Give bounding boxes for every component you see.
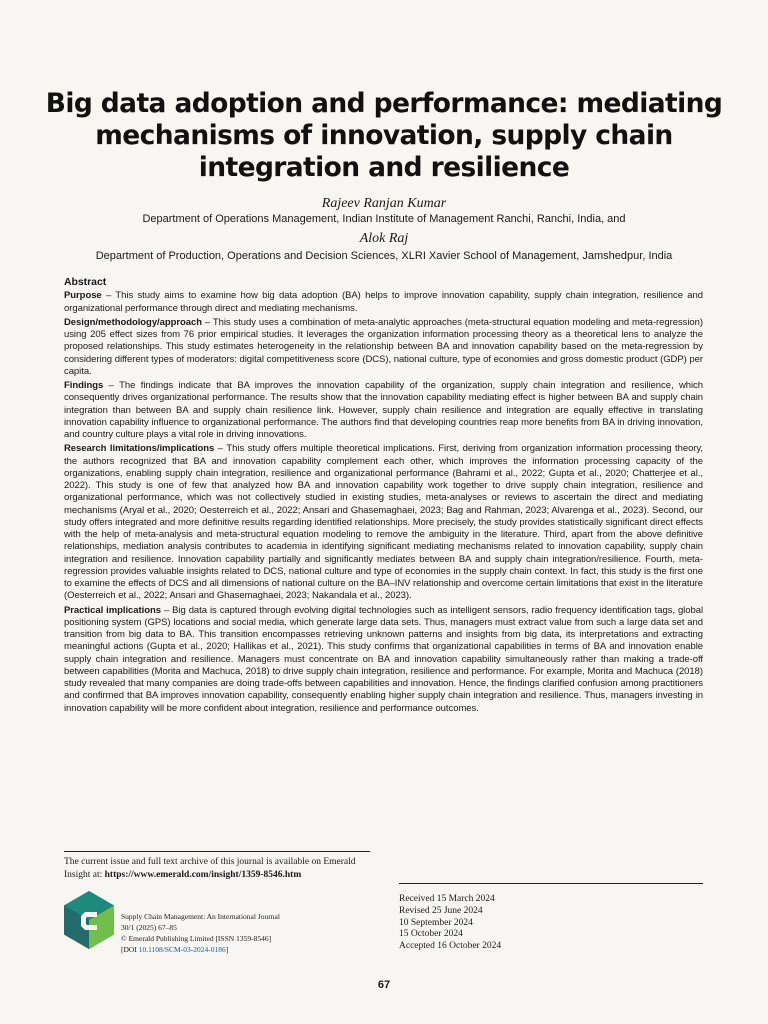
journal-url-link[interactable]: https://www.emerald.com/insight/1359-8546.htm [104, 870, 302, 880]
doi-link[interactable]: 10.1108/SCM-03-2024-0186 [138, 945, 226, 954]
doi-prefix: [DOI [121, 945, 139, 954]
archive-footnote [64, 856, 384, 882]
date-received: Received 15 March 2024 [399, 894, 495, 904]
journal-publisher: © Emerald Publishing Limited [ISSN 1359-8546] [121, 934, 272, 943]
research-label: Research limitations/implications [64, 443, 215, 455]
date-revised-1: Revised 25 June 2024 [399, 905, 483, 916]
practical-label: Practical implications [64, 604, 161, 616]
research-text: – This study offers multiple theoretical implications. First, deriving from organization information processing theory, the authors recognized that BA and innovation capability complement each other, which improves the information processing capacity of the organizations, enabling supply chain integration, resilience and organizational performance (Bahrami et al., 2022; Gupta et al., 2020; Chatterjee et al., 2022). This study is one of few that analyzed how BA and innovation capability work together to drive supply chain integration, resilience and organizational performance, which was not collectively studied in existing studies, meta-analyses or reviews to ascertain the direct and mediating mechanisms (Aryal et al., 2020; Oesterreich et al., 2022; Ansari and Ghasemaghaei, 2023; Bag and Rahman, 2023; Alvarenga et al., 2023). Second, our study offers integrated and more definitive results regarding identified relationships. More precisely, the study provides statistically significant direct effects with the help of meta-analysis and meta-structural equation modeling to remove the ambiguity in the literature. Third, apart from the above definitive relationships, mediation analysis contributes to academia in identifying significant mediating mechanisms related to innovation capability, supply chain integration and resilience. Innovation capability partially and significantly mediates between BA and supply chain integration/resilience. Fourth, meta-regression provides valuable insights related to DCS, national culture and type of economies in the supply chain context. In fact, this study is the first one to examine the effects of DCS and all dimensions of national culture on the BA–INV relationship and overcome certain limitations that exist in the literature (Oesterreich et al., 2022; Ansari and Ghasemaghaei, 2023; Nakandala et al., 2023). [64, 443, 703, 602]
author-affiliation-1: Department of Operations Management, Indian Institute of Management Ranchi, Ranchi, India, and [142, 213, 626, 225]
date-revised-2: 10 September 2024 [399, 917, 473, 928]
abstract-design [64, 317, 703, 378]
author-name-2: Alok Raj [359, 231, 409, 246]
design-label: Design/methodology/approach [64, 316, 202, 328]
doi-suffix: ] [225, 945, 229, 954]
footnote-divider [64, 851, 370, 852]
article-title: Big data adoption and performance: mediating mechanisms of innovation, supply chain integration and resilience [45, 88, 723, 183]
date-accepted: Accepted 16 October 2024 [399, 941, 502, 952]
journal-name: Supply Chain Management: An International Journal [121, 912, 280, 921]
abstract-purpose [64, 290, 703, 315]
journal-volume: 30/1 (2025) 67–85 [121, 923, 177, 932]
journal-doi [121, 944, 381, 955]
emerald-logo-icon [63, 890, 115, 950]
abstract-findings [64, 380, 703, 441]
footnote-text: The current issue and full text archive of this journal is available on Emerald Insight at: [64, 857, 356, 880]
article-dates [399, 894, 699, 953]
purpose-label: Purpose [64, 290, 102, 302]
practical-text: – Big data is captured through evolving digital technologies such as intelligent sensors, radio frequency identification tags, global positioning system (GPS) locations and social media, which generate large data sets. Thus, managers must extract value from such a large data set and transition from big data to BA. This transition encompasses retrieving unknown patterns and insights from big data, its interpretations and extracting meaningful actions (Gupta et al., 2020; Hallikas et al., 2021). This study confirms that organizational capabilities in terms of BA and innovation enable supply chain integration and resilience. Managers must concentrate on BA and innovation capability simultaneously rather than making a trade-off between capabilities (Morita and Machuca, 2018) to drive supply chain integration, resilience and performance. For example, Morita and Machuca (2018) study revealed that many companies are doing trade-offs between capabilities and innovation. Hence, the findings clarified confusion among practitioners and confirmed that BA improves innovation capability, consequently enabling higher supply chain integration and resilience. Thus, managers investing in innovation capability will be more confident about integration, resilience and performance outcomes. [64, 604, 704, 714]
abstract-practical [64, 605, 703, 715]
abstract-heading: Abstract [64, 276, 107, 288]
abstract [64, 276, 703, 717]
abstract-research [64, 443, 703, 602]
date-revised-3: 15 October 2024 [399, 929, 463, 940]
author-affiliation-2: Department of Production, Operations and Decision Sciences, XLRI Xavier School of Management, Jamshedpur, India [95, 250, 673, 262]
findings-text: – The findings indicate that BA improves the innovation capability of the organization, supply chain integration and resilience, which consequently drives organizational performance. The results show that the innovation capability mediating effect is higher between BA and supply chain integration than between BA and supply chain resilience link. However, supply chain resilience and integration are equally effective in translating innovation capability influence to organizational performance. The authors find that developing countries reap more benefits from BA in driving innovation, and country culture plays a vital role in driving innovations. [64, 380, 703, 440]
author-name-1: Rajeev Ranjan Kumar [321, 196, 447, 211]
page-number: 67 [377, 979, 391, 991]
dates-divider [399, 883, 703, 884]
design-text: – This study uses a combination of meta-analytic approaches (meta-structural equation modeling and meta-regression) using 205 effect sizes from 76 prior empirical studies. It leverages the organization information processing theory as a theoretical lens to analyze the proposed relationships. This study estimates heterogeneity in the relationship between BA and innovation capability based on the meta-regression by considering different types of moderators: digital competitiveness score (DCS), national culture, type of economies and gross domestic product (GDP) per capita. [64, 316, 703, 377]
purpose-text: – This study aims to examine how big data adoption (BA) helps to improve innovation capability, supply chain integration, resilience and organizational performance through direct and mediating mechanisms. [64, 290, 703, 314]
findings-label: Findings [64, 380, 104, 391]
journal-info [121, 911, 381, 955]
